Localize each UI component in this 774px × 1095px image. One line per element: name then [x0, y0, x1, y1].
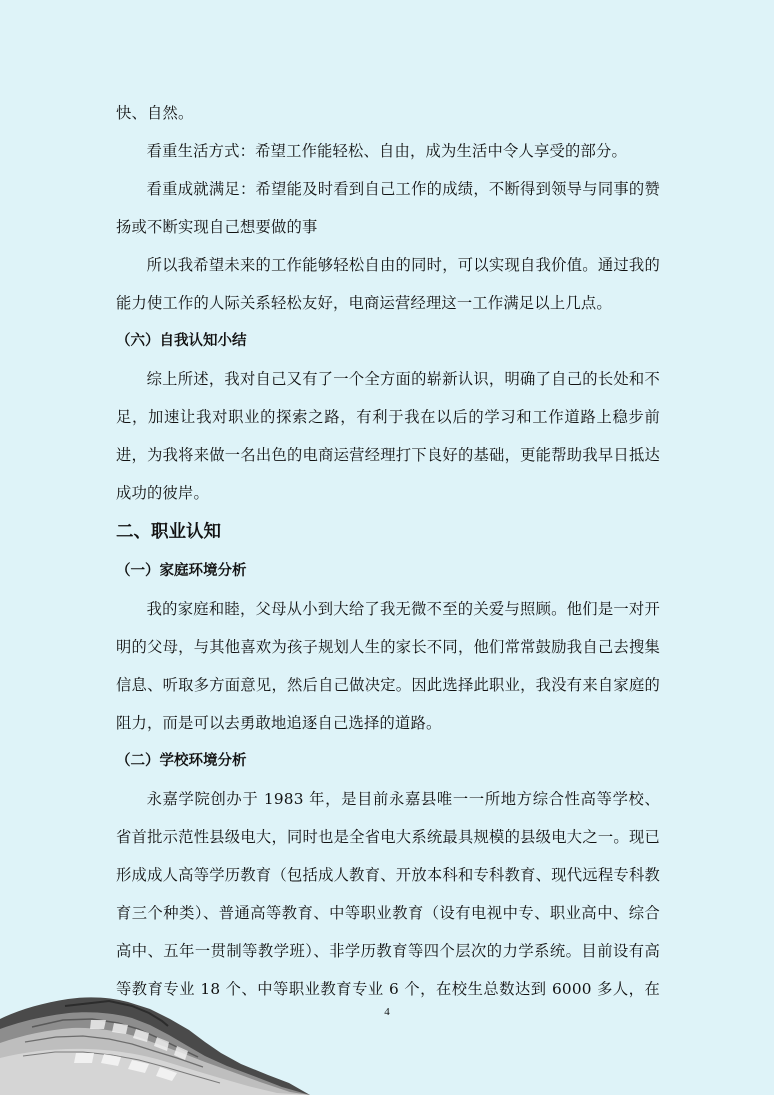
- text-line: 快、自然。: [116, 104, 194, 122]
- section-subheading: （一）家庭环境分析: [116, 563, 247, 579]
- section-heading: 二、职业认知: [116, 522, 221, 542]
- section-subheading: （六）自我认知小结: [116, 333, 247, 349]
- paragraph: 所以我希望未来的工作能够轻松自由的同时，可以实现自我价值。通过我的能力使工作的人际关系轻松友好，电商运营经理这一工作满足以上几点。: [116, 256, 660, 312]
- paragraph: 看重成就满足：希望能及时看到自己工作的成绩，不断得到领导与同事的赞扬或不断实现自己想要做的事: [116, 180, 660, 236]
- page-number: 4: [384, 1006, 390, 1018]
- paragraph: 永嘉学院创办于 1983 年，是目前永嘉县唯一一所地方综合性高等学校、省首批示范性县级电大，同时也是全省电大系统最具规模的县级电大之一。现已形成成人高等学历教育（包括成人教育、开放本科和专科教育、现代远程专科教育三个种类）、普通高等教育、中等职业教育（设有电视中专、职业高中、综合高中、五年一贯制等教学班）、非学历教育等四个层次的力学系统。目前设有高等教育专业 18 个、中等职业教育专业 6 个，在校生总数达到 6000 多人，在: [116, 790, 660, 998]
- paragraph: 我的家庭和睦，父母从小到大给了我无微不至的关爱与照顾。他们是一对开明的父母，与其他喜欢为孩子规划人生的家长不同，他们常常鼓励我自己去搜集信息、听取多方面意见，然后自己做决定。因此选择此职业，我没有来自家庭的阻力，而是可以去勇敢地追逐自己选择的道路。: [116, 600, 660, 732]
- paragraph: 综上所述，我对自己又有了一个全方面的崭新认识，明确了自己的长处和不足，加速让我对职业的探索之路，有利于我在以后的学习和工作道路上稳步前进，为我将来做一名出色的电商运营经理打下良好的基础，更能帮助我早日抵达成功的彼岸。: [116, 370, 660, 502]
- cruise-ship-illustration: [0, 985, 310, 1095]
- section-subheading: （二）学校环境分析: [116, 753, 247, 769]
- paragraph: 看重生活方式：希望工作能轻松、自由，成为生活中令人享受的部分。: [146, 142, 627, 160]
- document-body: [116, 94, 660, 1046]
